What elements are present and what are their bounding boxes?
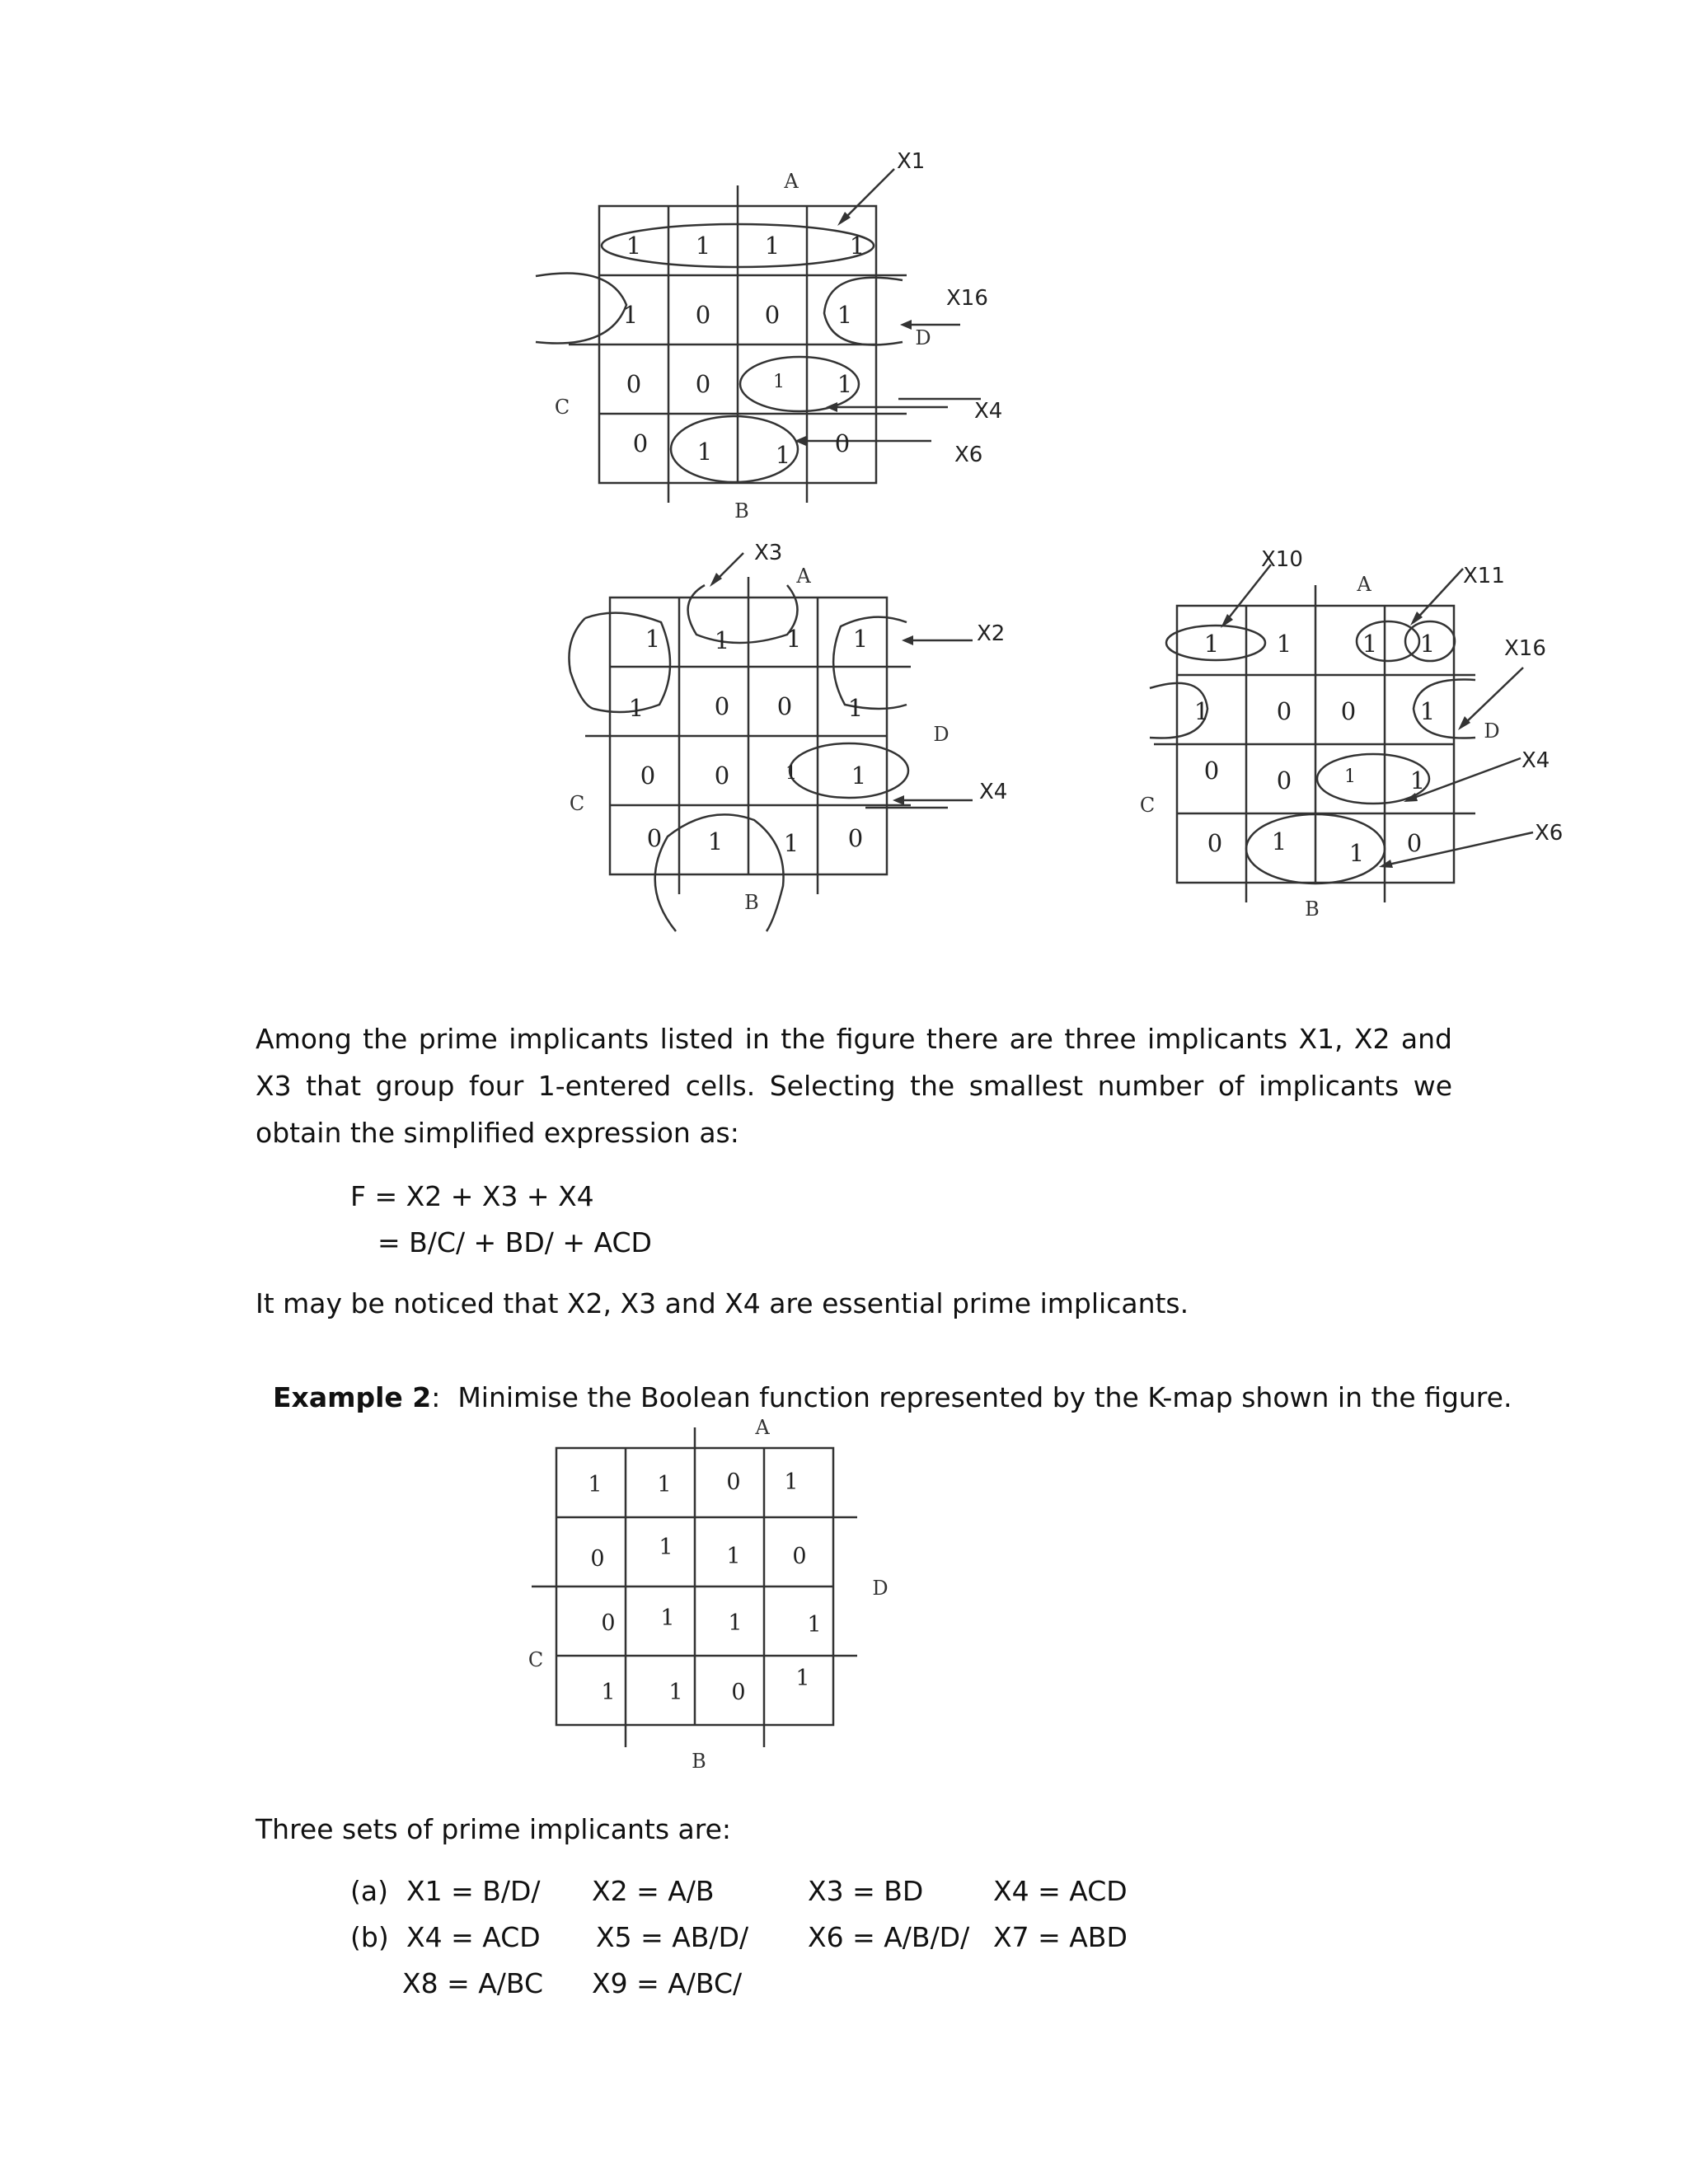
kmap-cell: 0 <box>847 824 864 852</box>
var-label-a: A <box>796 565 811 588</box>
set-b-label: (b) <box>350 1921 389 1953</box>
kmap-cell: 0 <box>834 429 851 457</box>
implicant: X5 = AB/D/ <box>596 1921 749 1953</box>
kmap-cell: 0 <box>714 762 730 790</box>
var-label-d: D <box>933 723 950 746</box>
paragraph-prime-implicants: Among the prime implicants listed in the figure there are three implicants X1, X2 and X3 that group four 1-entered cells. Selecting the smallest number of implicants we obtain the simplified expression as: <box>256 1023 1452 1149</box>
kmap-cell: 0 <box>764 301 781 329</box>
group-x2-loop-right <box>833 617 907 709</box>
kmap-cell: 1 <box>783 829 799 857</box>
kmap-figure-x2-x3-svg <box>560 540 1022 935</box>
group-x3-loop <box>688 585 798 643</box>
example-label: Example 2 <box>272 1381 432 1413</box>
kmap-cell: 1 <box>657 1472 672 1497</box>
callout-label: X6 <box>1535 821 1564 846</box>
kmap-cell: 1 <box>849 232 865 260</box>
kmap-cell: 1 <box>628 694 645 722</box>
kmap-cell: 0 <box>601 1610 616 1636</box>
var-label-c: C <box>554 396 570 419</box>
kmap-cell: 0 <box>792 1544 807 1569</box>
kmap-figure-x1 <box>519 140 1003 536</box>
implicant: X4 = ACD <box>993 1875 1128 1907</box>
implicant: X2 = A/B <box>592 1875 715 1907</box>
kmap-cell: 0 <box>1207 829 1223 857</box>
callout-label: X6 <box>954 443 983 467</box>
equation-line-1: F = X2 + X3 + X4 <box>350 1180 594 1212</box>
callout-label: X16 <box>946 286 988 311</box>
var-label-b: B <box>1305 898 1320 921</box>
var-label-b: B <box>692 1750 706 1773</box>
implicant: X7 = ABD <box>993 1921 1128 1953</box>
kmap-cell: 1 <box>645 625 661 653</box>
kmap-cell: 1 <box>714 626 730 654</box>
paragraph-essential: It may be noticed that X2, X3 and X4 are essential prime implicants. <box>256 1287 1189 1319</box>
callout-label: X11 <box>1463 564 1505 588</box>
kmap-cell: 0 <box>1276 766 1292 794</box>
set-a-label: (a) <box>350 1875 388 1907</box>
kmap-cell: 1 <box>659 1535 673 1560</box>
group-x16-loop-right <box>824 278 903 345</box>
kmap-cell: 0 <box>1203 757 1220 785</box>
kmap-cell: 0 <box>1406 829 1423 857</box>
kmap-figure-example-2-svg <box>519 1409 907 1788</box>
var-label-a: A <box>784 170 799 193</box>
callout-label: X2 <box>977 621 1006 646</box>
callout-label: X3 <box>754 541 783 565</box>
kmap-cell: 0 <box>632 429 649 457</box>
kmap-cell: 1 <box>1276 630 1292 658</box>
kmap-cell: 1 <box>775 441 791 469</box>
var-label-c: C <box>528 1648 544 1671</box>
kmap-cell: 1 <box>622 301 639 329</box>
var-label-d: D <box>915 326 931 349</box>
var-label-a: A <box>1357 573 1372 596</box>
kmap-cell: 1 <box>785 625 802 653</box>
var-label-b: B <box>744 891 759 914</box>
kmap-cell: 0 <box>714 692 730 720</box>
group-x4-loop <box>790 743 908 798</box>
callout-label: X16 <box>1504 636 1546 661</box>
kmap-cell: 1 <box>588 1472 603 1497</box>
kmap-cell: 1 <box>1362 630 1378 658</box>
kmap-cell: 0 <box>590 1546 605 1572</box>
kmap-cell: 1 <box>1203 630 1220 658</box>
kmap-cell: 0 <box>640 762 656 790</box>
kmap-cell: 1 <box>1419 630 1436 658</box>
kmap-cell: 1 <box>660 1605 675 1631</box>
callout-label: X1 <box>897 149 926 174</box>
kmap-cell: 0 <box>646 824 663 852</box>
kmap-cell: 1 <box>851 762 867 790</box>
var-label-d: D <box>872 1577 889 1600</box>
kmap-cell: 1 <box>1271 827 1287 855</box>
kmap-figure-x10-x11 <box>1129 540 1591 935</box>
implicant: X4 = ACD <box>406 1921 541 1953</box>
kmap-figure-example-2 <box>519 1409 907 1788</box>
kmap-cell: 1 <box>1348 839 1365 867</box>
kmap-cell: 1 <box>784 1469 799 1495</box>
var-label-c: C <box>1139 794 1156 817</box>
kmap-cell: 1 <box>668 1680 683 1705</box>
kmap-cell: 1 <box>1344 766 1356 787</box>
kmap-cell: 1 <box>852 625 869 653</box>
kmap-cell: 1 <box>695 232 711 260</box>
callout-label: X4 <box>1522 748 1550 773</box>
kmap-cell: 1 <box>785 763 797 784</box>
implicant: X3 = BD <box>808 1875 924 1907</box>
kmap-cell: 0 <box>695 370 711 398</box>
kmap-figure-x10-x11-svg <box>1129 540 1591 935</box>
kmap-cell: 1 <box>764 232 781 260</box>
kmap-cell: 1 <box>696 438 713 466</box>
kmap-cell: 1 <box>1409 766 1426 794</box>
kmap-cell: 1 <box>726 1544 741 1569</box>
kmap-cell: 1 <box>773 372 785 392</box>
implicant: X1 = B/D/ <box>406 1875 541 1907</box>
kmap-cell: 1 <box>847 694 864 722</box>
var-label-d: D <box>1484 719 1500 743</box>
kmap-cell: 0 <box>1340 697 1357 725</box>
kmap-cell: 1 <box>837 301 853 329</box>
example-2-heading <box>256 1349 1512 1413</box>
callout-label: X4 <box>974 399 1003 424</box>
kmap-figure-x2-x3 <box>560 540 1022 935</box>
kmap-cell: 1 <box>1419 697 1436 725</box>
group-x16-loop-left <box>536 274 626 344</box>
var-label-c: C <box>569 792 585 815</box>
callout-label: X4 <box>979 780 1008 804</box>
kmap-cell: 1 <box>807 1612 822 1638</box>
implicant: X8 = A/BC <box>402 1967 544 1999</box>
implicant: X6 = A/B/D/ <box>808 1921 970 1953</box>
kmap-cell: 1 <box>728 1610 743 1636</box>
kmap-cell: 1 <box>707 827 724 855</box>
kmap-cell: 0 <box>776 692 793 720</box>
kmap-figure-x1-svg <box>519 140 1003 536</box>
var-label-b: B <box>734 499 749 523</box>
example-text: : Minimise the Boolean function represented by the K-map shown in the figure. <box>431 1381 1512 1413</box>
kmap-cell: 0 <box>726 1469 741 1495</box>
kmap-cell: 0 <box>731 1680 746 1705</box>
kmap-cell: 0 <box>1276 697 1292 725</box>
implicant: X9 = A/BC/ <box>592 1967 743 1999</box>
kmap-cell: 1 <box>795 1666 810 1691</box>
callout-label: X10 <box>1261 547 1303 572</box>
kmap-cell: 0 <box>695 301 711 329</box>
kmap-cell: 1 <box>601 1680 616 1705</box>
paragraph-three-sets: Three sets of prime implicants are: <box>256 1813 732 1845</box>
kmap-cell: 1 <box>837 370 853 398</box>
equation-line-2: = B/C/ + BD/ + ACD <box>377 1226 652 1258</box>
kmap-cell: 1 <box>626 232 642 260</box>
kmap-cell: 1 <box>1193 697 1210 725</box>
var-label-a: A <box>755 1416 770 1439</box>
kmap-cell: 0 <box>626 370 642 398</box>
